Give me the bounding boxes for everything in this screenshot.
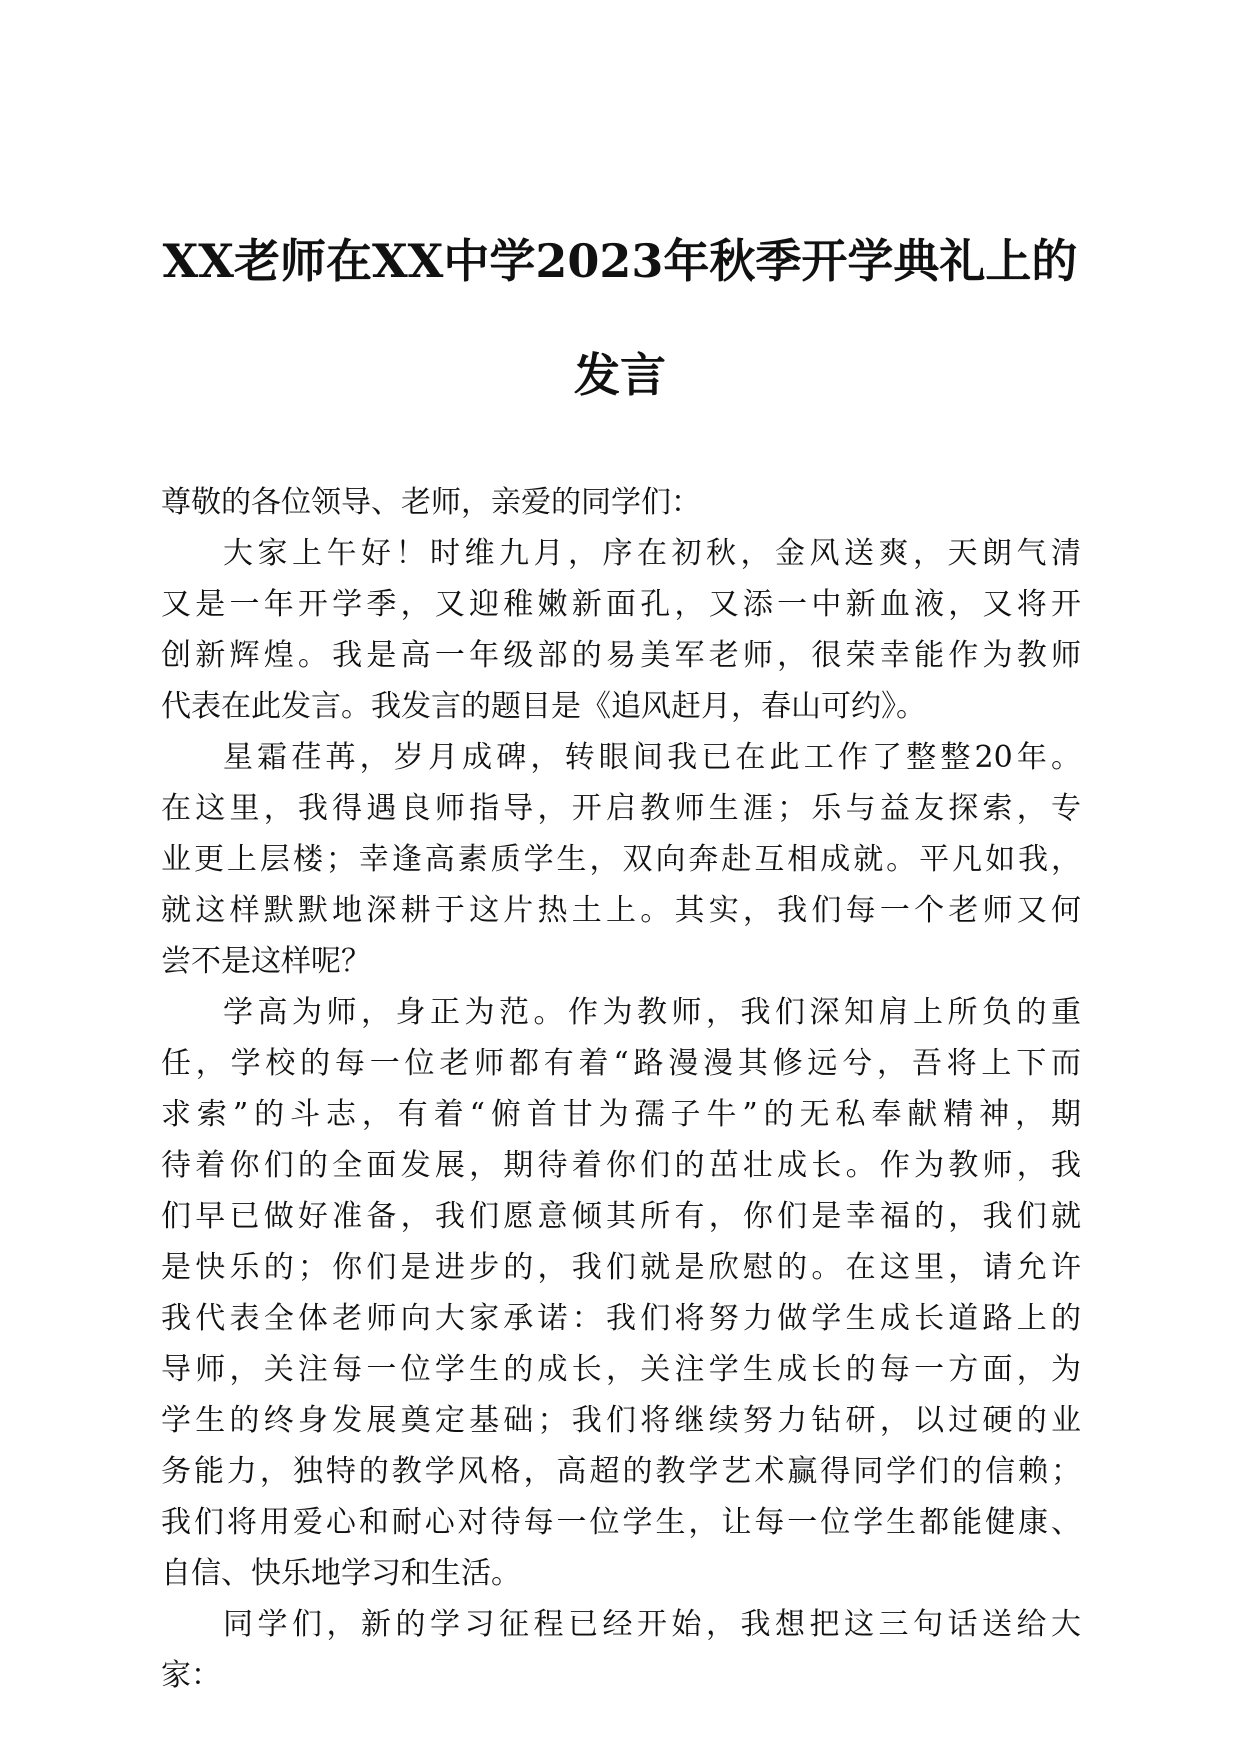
paragraph-2-line-2: 在这里，我得遇良师指导，开启教师生涯；乐与益友探索，专 [161, 791, 1081, 826]
paragraph-3-line-2: 任，学校的每一位老师都有着“路漫漫其修远兮，吾将上下而 [161, 1046, 1081, 1081]
paragraph-1-line-3: 创新辉煌。我是高一年级部的易美军老师，很荣幸能作为教师 [161, 638, 1081, 673]
paragraph-3-line-7: 我代表全体老师向大家承诺：我们将努力做学生成长道路上的 [161, 1301, 1081, 1336]
paragraph-4-line-2: 家： [161, 1658, 221, 1693]
paragraph-3-line-5: 们早已做好准备，我们愿意倾其所有，你们是幸福的，我们就 [161, 1199, 1081, 1234]
paragraph-3-line-12: 自信、快乐地学习和生活。 [161, 1556, 521, 1591]
paragraph-3-line-11: 我们将用爱心和耐心对待每一位学生，让每一位学生都能健康、 [161, 1505, 1081, 1540]
paragraph-1-line-4: 代表在此发言。我发言的题目是《追风赶月，春山可约》。 [161, 689, 926, 724]
paragraph-2-line-4: 就这样默默地深耕于这片热土上。其实，我们每一个老师又何 [161, 893, 1081, 928]
paragraph-4-line-1: 同学们，新的学习征程已经开始，我想把这三句话送给大 [223, 1607, 1081, 1642]
paragraph-3-line-9: 学生的终身发展奠定基础；我们将继续努力钻研，以过硬的业 [161, 1403, 1081, 1438]
paragraph-1-line-2: 又是一年开学季，又迎稚嫩新面孔，又添一中新血液，又将开 [161, 587, 1081, 622]
paragraph-3-line-10: 务能力，独特的教学风格，高超的教学艺术赢得同学们的信赖； [161, 1454, 1081, 1489]
paragraph-3-line-8: 导师，关注每一位学生的成长，关注学生成长的每一方面，为 [161, 1352, 1081, 1387]
paragraph-3-line-4: 待着你们的全面发展，期待着你们的茁壮成长。作为教师，我 [161, 1148, 1081, 1183]
paragraph-2-line-1: 星霜荏苒，岁月成碑，转眼间我已在此工作了整整20年。 [223, 740, 1081, 775]
document-title-line-1: XX老师在XX中学2023年秋季开学典礼上的 [162, 234, 1078, 288]
document-title-line-2: 发言 [574, 348, 666, 402]
paragraph-3-line-6: 是快乐的；你们是进步的，我们就是欣慰的。在这里，请允许 [161, 1250, 1081, 1285]
paragraph-1-line-1: 大家上午好！时维九月，序在初秋，金风送爽，天朗气清 [223, 536, 1081, 571]
salutation: 尊敬的各位领导、老师，亲爱的同学们： [161, 485, 701, 520]
paragraph-3-line-1: 学高为师，身正为范。作为教师，我们深知肩上所负的重 [223, 995, 1081, 1030]
document-body [161, 477, 1081, 1701]
paragraph-2-line-5: 尝不是这样呢？ [161, 944, 371, 979]
paragraph-3-line-3: 求索”的斗志，有着“俯首甘为孺子牛”的无私奉献精神，期 [161, 1097, 1081, 1132]
paragraph-2-line-3: 业更上层楼；幸逢高素质学生，双向奔赴互相成就。平凡如我， [161, 842, 1081, 877]
